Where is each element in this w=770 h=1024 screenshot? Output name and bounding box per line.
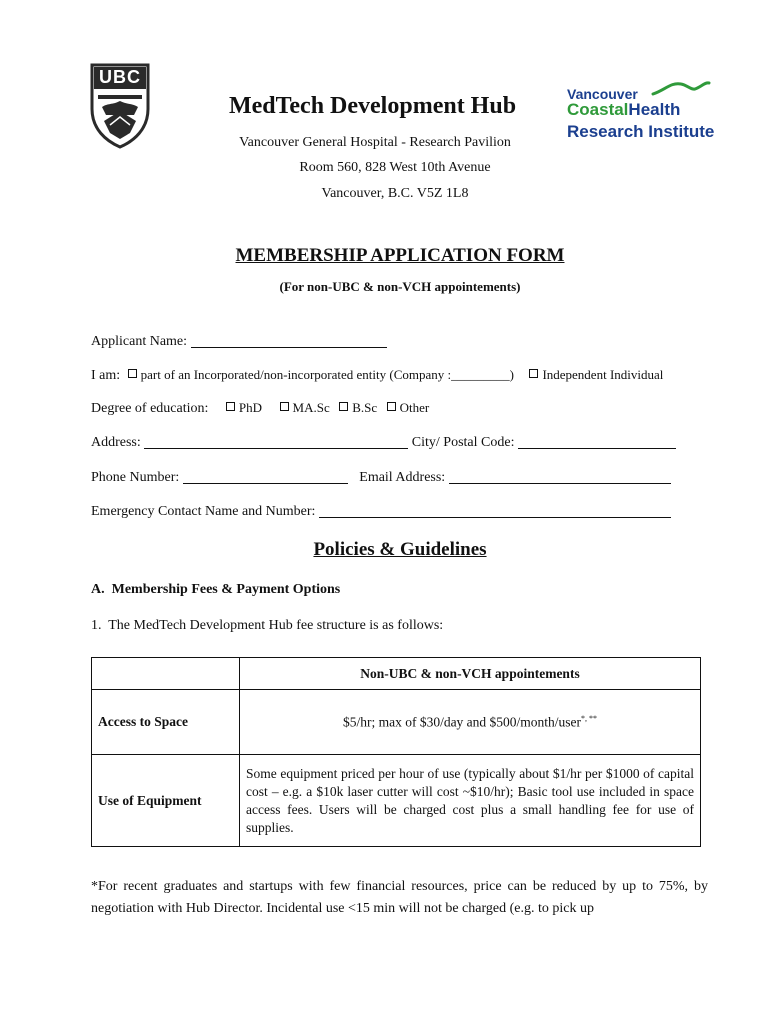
other-checkbox[interactable] [387,402,396,411]
masc-label: MA.Sc [292,400,330,415]
ubc-logo-text: UBC [99,67,141,87]
bsc-label: B.Sc [352,400,378,415]
iam-label: I am: [91,368,121,383]
iam-row [91,367,663,384]
applicant-row [91,333,387,350]
address-row [91,434,676,451]
address-line-3: Vancouver, B.C. V5Z 1L8 [321,186,469,201]
row-label-equipment: Use of Equipment [92,755,240,847]
form-title: MEMBERSHIP APPLICATION FORM [235,245,565,266]
row-value-equipment: Some equipment priced per hour of use (typically about $1/hr per $1000 of capital cost – e.g. a $10k laser cutter will cost ~$10/hr); Basic tool use included in space access fees. Users will be charged cost plus a small handling fee for use of supplies. [240,755,701,847]
phd-label: PhD [238,400,263,415]
address-line-2: Room 560, 828 West 10th Avenue [299,160,491,175]
emergency-label: Emergency Contact Name and Number: [91,504,316,519]
emergency-row [91,503,671,520]
vch-line2-health: Health [628,100,681,119]
city-postal-field[interactable] [518,434,676,449]
vch-line2-coastal: Coastal [567,100,629,119]
vch-line2 [567,100,680,120]
applicant-name-field[interactable] [191,333,387,348]
fee-table [91,657,701,847]
emergency-contact-field[interactable] [319,503,671,518]
table-row [92,755,701,847]
other-label: Other [399,400,430,415]
phone-field[interactable] [183,469,348,484]
item-1-text: 1. The MedTech Development Hub fee structure is as follows: [91,618,444,633]
page-title: MedTech Development Hub [228,93,517,119]
table-header-row [92,658,701,690]
table-corner-cell [92,658,240,690]
table-row [92,690,701,755]
city-label: City/ Postal Code: [411,435,515,450]
bsc-checkbox[interactable] [339,402,348,411]
phone-email-row [91,469,671,486]
degree-label: Degree of education: [91,401,209,416]
ubc-logo [90,63,150,149]
footnote-text: *For recent graduates and startups with few financial resources, price can be reduced by up to 75%, by negotiation with Hub Director. Incidental use <15 min will not be charged (e.g. to pick up [91,879,708,916]
vch-line3: Research Institute [567,122,715,141]
mountain-icon [651,80,711,96]
entity-checkbox[interactable] [128,369,137,378]
masc-checkbox[interactable] [280,402,289,411]
row-value-access [240,690,701,755]
access-fee-text: $5/hr; max of $30/day and $500/month/user [342,714,582,730]
email-label: Email Address: [359,470,446,485]
section-a-heading: A. Membership Fees & Payment Options [91,582,341,597]
phone-label: Phone Number: [91,470,180,485]
phd-checkbox[interactable] [226,402,235,411]
address-line-1: Vancouver General Hospital - Research Pavilion [239,135,511,150]
degree-row [91,400,429,417]
address-label: Address: [91,435,141,450]
individual-option-label: Independent Individual [542,367,664,382]
vch-line1: Vancouver [567,86,638,102]
policies-title: Policies & Guidelines [313,539,487,560]
access-fee-footnote-mark: *, ** [581,713,598,723]
table-header-cell: Non-UBC & non-VCH appointements [240,658,701,690]
individual-checkbox[interactable] [529,369,538,378]
address-field[interactable] [144,434,408,449]
entity-option-label: part of an Incorporated/non-incorporated entity (Company :_________) [140,367,514,382]
row-label-access: Access to Space [92,690,240,755]
applicant-label: Applicant Name: [91,334,188,349]
email-field[interactable] [449,469,671,484]
vch-research-logo [567,80,737,150]
form-subtitle: (For non-UBC & non-VCH appointements) [279,279,521,294]
